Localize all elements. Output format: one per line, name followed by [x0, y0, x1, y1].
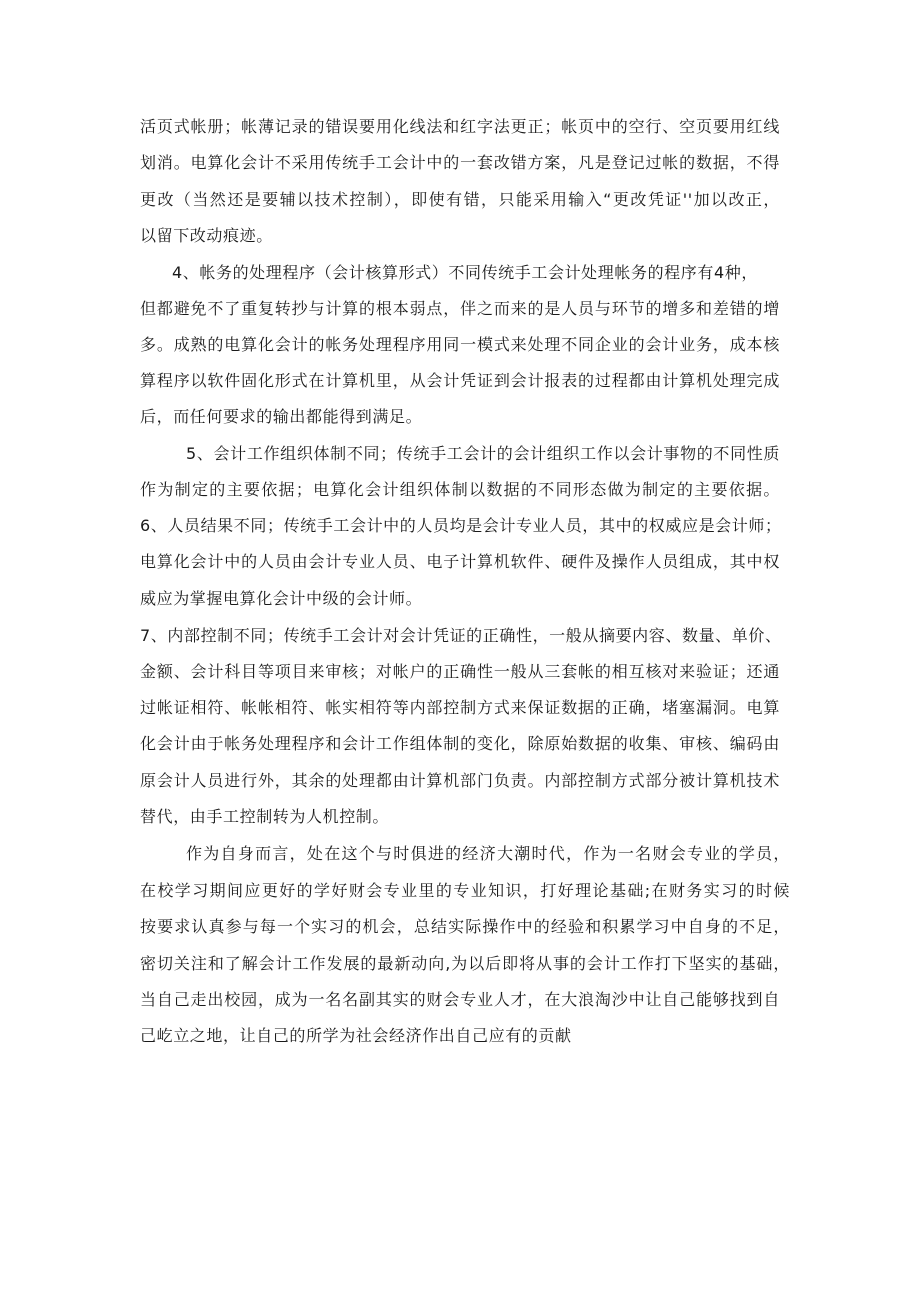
text-line: 当自己走出校园，成为一名名副其实的财会专业人才，在大浪淘沙中让自己能够找到自: [140, 990, 780, 1009]
text-line: 金额、会计科目等项目来审核；对帐户的正确性一般从三套帐的相互核对来验证；还通: [140, 662, 780, 681]
text-line: 作为制定的主要依据；电算化会计组织体制以数据的不同形态做为制定的主要依据。: [140, 480, 780, 499]
text-line: 按要求认真参与每一个实习的机会，总结实际操作中的经验和积累学习中自身的不足，: [140, 917, 790, 936]
text-line: 过帐证相符、帐帐相符、帐实相符等内部控制方式来保证数据的正确，堵塞漏洞。电算: [140, 698, 780, 717]
text-line: 密切关注和了解会计工作发展的最新动向,为以后即将从事的会计工作打下坚实的基础，: [140, 954, 790, 973]
text-line: 划消。电算化会计不采用传统手工会计中的一套改错方案，凡是登记过帐的数据，不得: [140, 153, 780, 172]
text-line: 后，而任何要求的输出都能得到满足。: [140, 407, 423, 426]
text-line: 7、内部控制不同；传统手工会计对会计凭证的正确性，一般从摘要内容、数量、单价、: [140, 626, 782, 645]
text-line: 5、会计工作组织体制不同；传统手工会计的会计组织工作以会计事物的不同性质: [186, 444, 780, 463]
text-line: 6、人员结果不同；传统手工会计中的人员均是会计专业人员，其中的权威应是会计师；: [140, 516, 782, 535]
text-line: 化会计由于帐务处理程序和会计工作组体制的变化，除原始数据的收集、审核、编码由: [140, 734, 780, 753]
text-line: 原会计人员进行外，其余的处理都由计算机部门负责。内部控制方式部分被计算机技术: [140, 771, 780, 790]
text-line: 己屹立之地，让自己的所学为社会经济作出自己应有的贡献: [140, 1026, 572, 1045]
text-line: 在校学习期间应更好的学好财会专业里的专业知识，打好理论基础;在财务实习的时候: [140, 881, 790, 900]
text-line: 威应为掌握电算化会计中级的会计师。: [140, 589, 423, 608]
text-line: 但都避免不了重复转抄与计算的根本弱点，伴之而来的是人员与环节的增多和差错的增: [140, 299, 780, 318]
text-line: 活页式帐册；帐薄记录的错误要用化线法和红字法更正；帐页中的空行、空页要用红线: [140, 117, 780, 136]
text-line: 更改（当然还是要辅以技术控制），即使有错，只能采用输入“更改凭证''加以改正，: [140, 190, 780, 209]
text-line: 以留下改动痕迹。: [140, 226, 273, 245]
text-line: 替代，由手工控制转为人机控制。: [140, 807, 390, 826]
text-line: 多。成熟的电算化会计的帐务处理程序用同一模式来处理不同企业的会计业务，成本核: [140, 335, 780, 354]
text-line: 电算化会计中的人员由会计专业人员、电子计算机软件、硬件及操作人员组成，其中权: [140, 552, 780, 571]
text-line: 4、帐务的处理程序（会计核算形式）不同传统手工会计处理帐务的程序有4种，: [172, 263, 758, 282]
text-line: 算程序以软件固化形式在计算机里，从会计凭证到会计报表的过程都由计算机处理完成: [140, 371, 780, 390]
text-line: 作为自身而言，处在这个与时俱进的经济大潮时代，作为一名财会专业的学员，: [186, 844, 790, 863]
